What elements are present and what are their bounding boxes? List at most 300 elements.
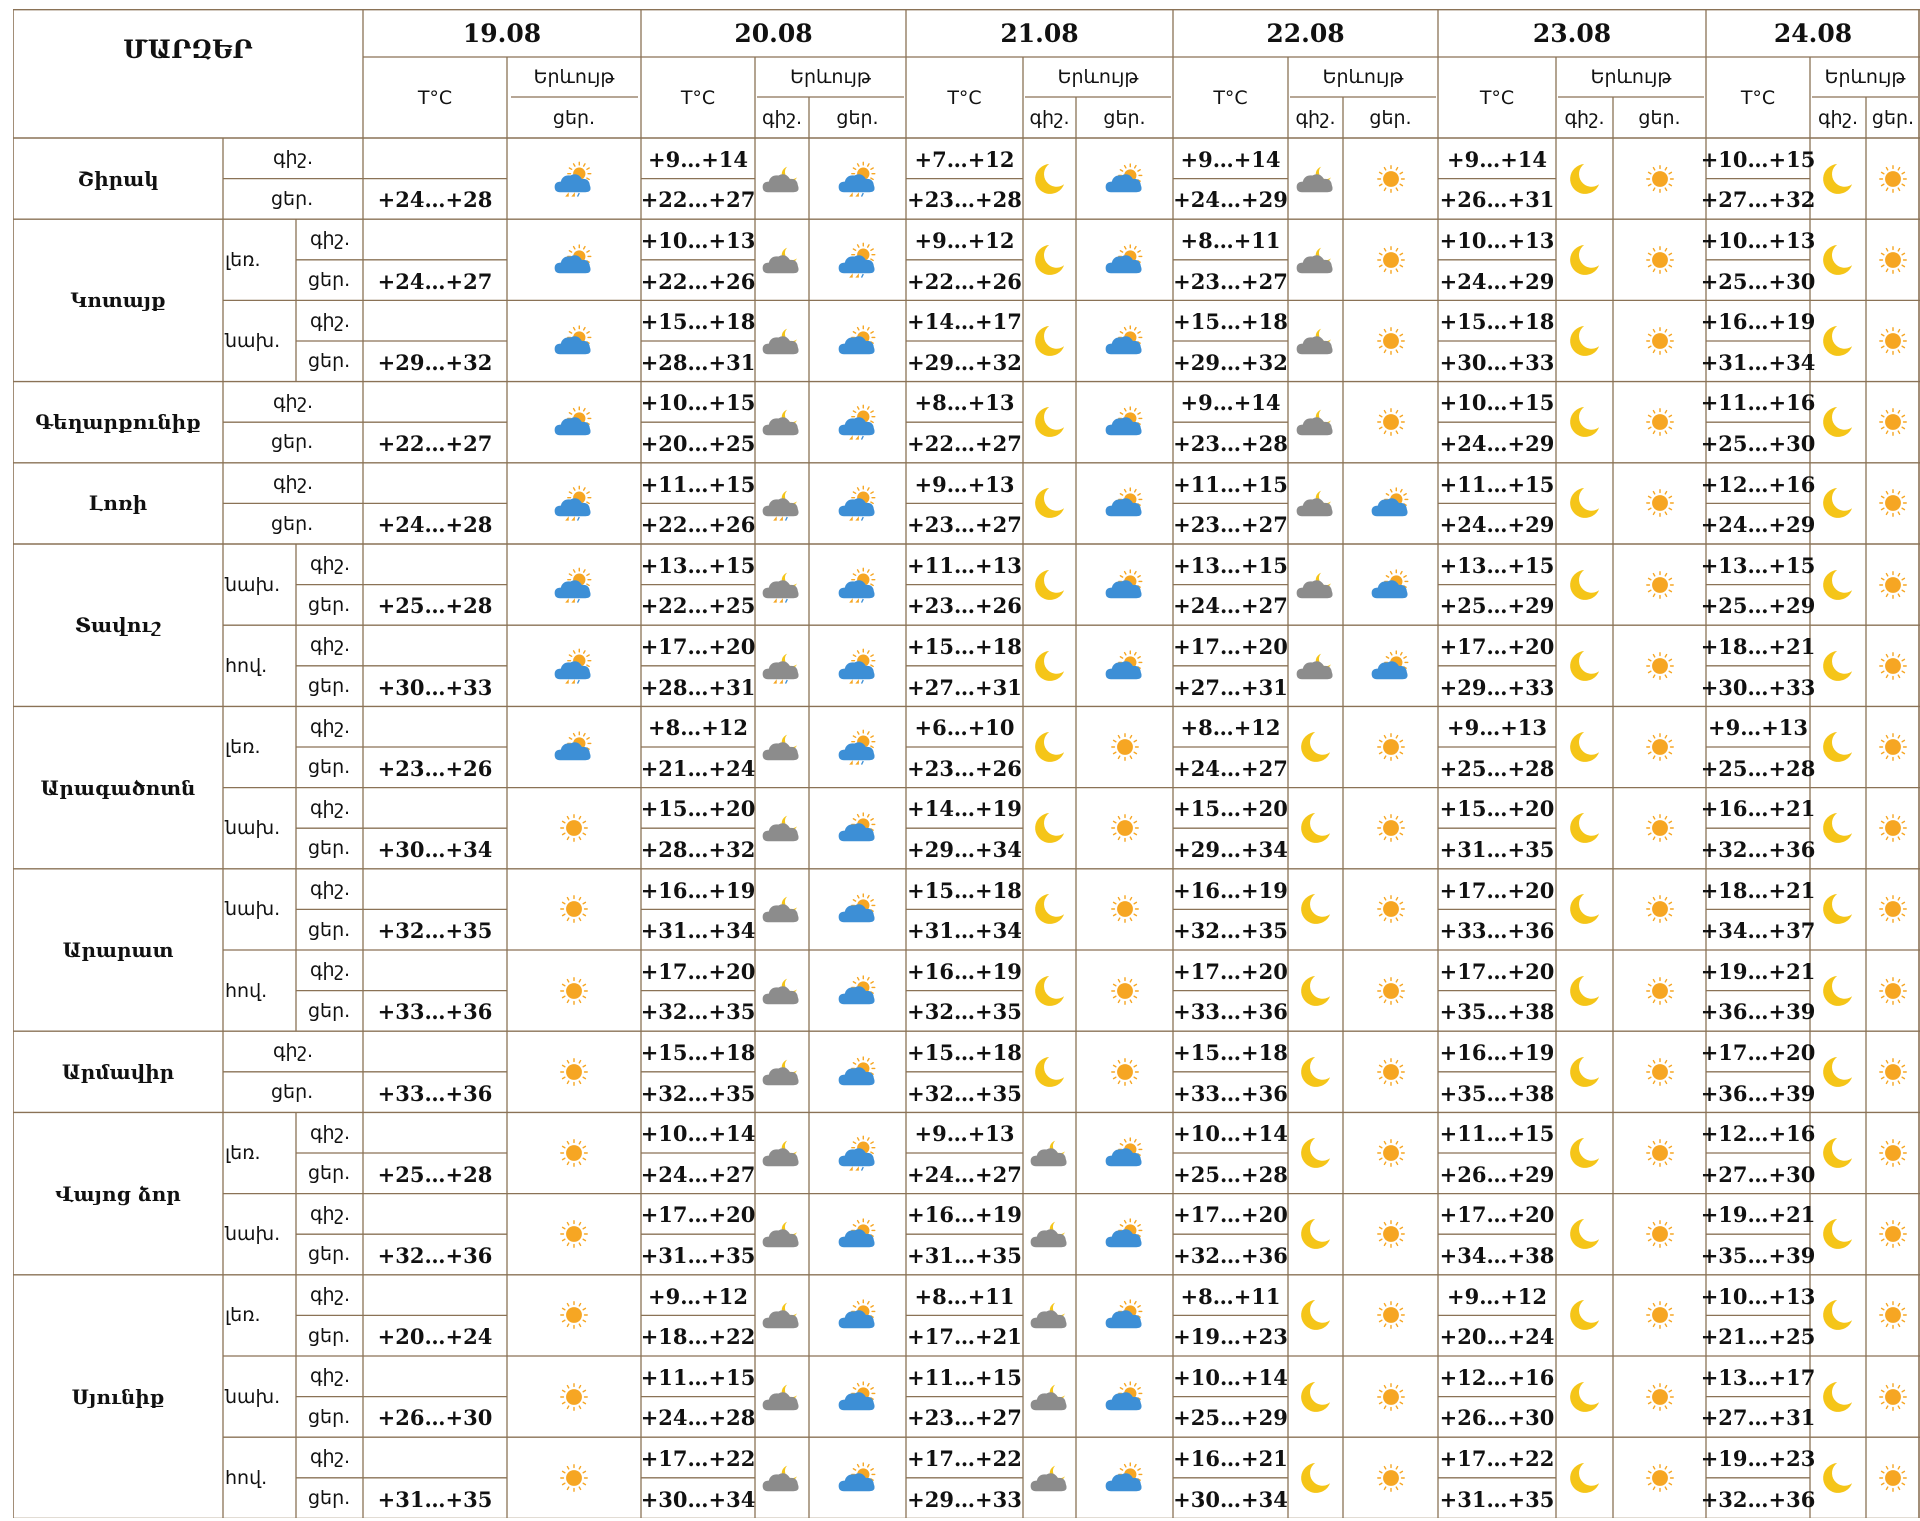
night-label: գիշ. xyxy=(1029,106,1070,129)
sun-icon xyxy=(1871,1054,1915,1095)
sun-cloud-icon xyxy=(552,404,596,445)
temp-day: +23…+27 xyxy=(1173,268,1288,294)
sun-icon xyxy=(1871,810,1915,851)
temp-day: +33…+36 xyxy=(1439,918,1555,944)
temp-day: +32…+35 xyxy=(907,1080,1022,1106)
temp-day: +27…+31 xyxy=(907,674,1022,700)
temp-night: +8…+12 xyxy=(1180,715,1281,741)
sun-icon xyxy=(552,1216,596,1257)
sun-cloud-icon xyxy=(836,1216,880,1257)
temp-day: +35…+39 xyxy=(1700,1242,1816,1268)
temp-night: +15…+20 xyxy=(1173,796,1288,822)
temp-day: +25…+28 xyxy=(377,1161,493,1187)
region-name: Սյունիք xyxy=(71,1384,165,1409)
sun-cloud-icon xyxy=(836,1379,880,1420)
temp-night: +7…+12 xyxy=(914,146,1015,172)
sun-icon xyxy=(1871,404,1915,445)
day-label: ցեր. xyxy=(308,350,351,373)
phenomenon-label: Երևույթ xyxy=(790,66,871,88)
day-label: ցեր. xyxy=(308,1243,351,1266)
sun-icon xyxy=(552,1460,596,1501)
temp-day: +25…+30 xyxy=(1700,268,1816,294)
temp-day: +23…+27 xyxy=(907,512,1022,538)
temp-day: +27…+30 xyxy=(1700,1161,1816,1187)
temp-night: +12…+16 xyxy=(1439,1364,1555,1390)
sun-cloud-icon xyxy=(1103,1460,1147,1501)
moon-icon xyxy=(1563,242,1607,283)
temp-night: +9…+13 xyxy=(914,1121,1015,1147)
temp-night: +9…+12 xyxy=(914,227,1015,253)
temp-night: +16…+19 xyxy=(1173,877,1288,903)
temp-day: +25…+29 xyxy=(1700,593,1816,619)
temp-night: +9…+14 xyxy=(647,146,749,172)
sun-cloud-icon xyxy=(1103,323,1147,364)
moon-icon xyxy=(1563,1135,1607,1176)
temp-night: +12…+16 xyxy=(1700,471,1816,497)
moon-cloud-icon xyxy=(760,973,804,1014)
temp-night: +17…+20 xyxy=(1173,1202,1288,1228)
temp-night: +10…+14 xyxy=(1173,1121,1288,1147)
temp-night: +13…+15 xyxy=(640,552,756,578)
temp-day: +32…+35 xyxy=(640,999,756,1025)
moon-cloud-icon xyxy=(760,1460,804,1501)
sun-icon xyxy=(1369,1135,1413,1176)
day-label: ցեր. xyxy=(271,1081,314,1104)
date-header: 22.08 xyxy=(1266,18,1345,48)
moon-icon xyxy=(1816,648,1860,689)
moon-icon xyxy=(1294,891,1338,932)
temp-day: +28…+31 xyxy=(640,674,756,700)
sun-icon xyxy=(1638,567,1682,608)
moon-cloud-icon xyxy=(1294,242,1338,283)
temp-night: +17…+20 xyxy=(640,1202,756,1228)
temp-label: T°C xyxy=(1740,86,1776,109)
sun-icon xyxy=(1369,161,1413,202)
day-label: ցեր. xyxy=(308,837,351,860)
temp-night: +9…+12 xyxy=(1446,1283,1548,1309)
moon-icon xyxy=(1563,567,1607,608)
temp-night: +17…+20 xyxy=(1173,958,1288,984)
moon-icon xyxy=(1563,323,1607,364)
temp-night: +17…+20 xyxy=(1700,1039,1816,1065)
day-label: ցեր. xyxy=(552,106,596,129)
temp-day: +31…+35 xyxy=(377,1486,493,1512)
temp-night: +15…+18 xyxy=(1173,309,1288,335)
sun-icon xyxy=(1369,1054,1413,1095)
night-label: գիշ. xyxy=(273,472,314,495)
temp-night: +15…+20 xyxy=(1439,796,1555,822)
temp-day: +33…+36 xyxy=(1173,999,1288,1025)
night-label: գիշ. xyxy=(273,1040,314,1063)
region-name: Շիրակ xyxy=(77,166,159,191)
temp-night: +11…+15 xyxy=(1173,471,1288,497)
temp-night: +19…+23 xyxy=(1700,1445,1816,1471)
day-label: ցեր. xyxy=(308,675,351,698)
moon-cloud-icon xyxy=(1028,1135,1072,1176)
temp-night: +19…+21 xyxy=(1700,1202,1816,1228)
moon-icon xyxy=(1294,1297,1338,1338)
temp-day: +31…+34 xyxy=(640,918,756,944)
moon-icon xyxy=(1816,242,1860,283)
moon-icon xyxy=(1028,891,1072,932)
sun-icon xyxy=(1871,1297,1915,1338)
sun-cloud-icon xyxy=(1369,485,1413,526)
sun-cloud-rain-icon xyxy=(836,567,880,608)
temp-night: +11…+15 xyxy=(640,471,756,497)
sun-icon xyxy=(1871,1460,1915,1501)
temp-night: +10…+14 xyxy=(640,1121,756,1147)
regions-title: ՄԱՐԶԵՐ xyxy=(123,35,253,64)
sun-cloud-icon xyxy=(1103,404,1147,445)
temp-day: +22…+27 xyxy=(907,430,1022,456)
temp-night: +15…+18 xyxy=(907,1039,1022,1065)
region-name: Վայոց ձոր xyxy=(55,1181,181,1206)
night-label: գիշ. xyxy=(310,715,351,738)
day-label: ցեր. xyxy=(1871,106,1915,129)
temp-night: +16…+19 xyxy=(907,958,1022,984)
sun-icon xyxy=(1369,729,1413,770)
moon-icon xyxy=(1816,973,1860,1014)
sun-icon xyxy=(1638,1460,1682,1501)
date-header: 24.08 xyxy=(1773,18,1853,48)
sun-cloud-icon xyxy=(552,242,596,283)
temp-day: +19…+23 xyxy=(1173,1324,1288,1350)
phenomenon-label: Երևույթ xyxy=(1590,66,1672,88)
moon-cloud-icon xyxy=(760,1054,804,1095)
sub-area-label: լեռ. xyxy=(225,248,261,271)
sun-icon xyxy=(1871,567,1915,608)
temp-night: +8…+12 xyxy=(647,715,749,741)
temp-day: +24…+29 xyxy=(1439,512,1555,538)
temp-day: +27…+31 xyxy=(1700,1405,1816,1431)
temp-day: +36…+39 xyxy=(1700,1080,1816,1106)
temp-day: +25…+30 xyxy=(1700,430,1816,456)
temp-night: +11…+15 xyxy=(1439,1121,1555,1147)
moon-icon xyxy=(1294,1054,1338,1095)
sun-icon xyxy=(1369,1297,1413,1338)
moon-icon xyxy=(1294,729,1338,770)
moon-icon xyxy=(1028,161,1072,202)
forecast-table xyxy=(13,9,1920,1518)
day-label: ցեր. xyxy=(308,1162,351,1185)
sun-cloud-icon xyxy=(836,973,880,1014)
night-label: գիշ. xyxy=(310,1202,351,1225)
temp-day: +31…+34 xyxy=(907,918,1022,944)
temp-day: +24…+27 xyxy=(907,1161,1022,1187)
temp-day: +31…+35 xyxy=(907,1242,1022,1268)
temp-night: +11…+13 xyxy=(907,552,1022,578)
sun-cloud-rain-icon xyxy=(836,485,880,526)
moon-icon xyxy=(1563,1460,1607,1501)
day-label: ցեր. xyxy=(308,756,351,779)
sun-cloud-icon xyxy=(1103,567,1147,608)
sun-icon xyxy=(1103,729,1147,770)
sun-cloud-icon xyxy=(1103,1379,1147,1420)
temp-night: +13…+15 xyxy=(1439,552,1555,578)
moon-cloud-icon xyxy=(1294,485,1338,526)
temp-day: +29…+33 xyxy=(907,1486,1022,1512)
temp-night: +9…+13 xyxy=(914,471,1015,497)
night-label: գիշ. xyxy=(310,634,351,657)
temp-day: +20…+25 xyxy=(640,430,756,456)
temp-night: +15…+18 xyxy=(1173,1039,1288,1065)
temp-day: +20…+24 xyxy=(1439,1324,1555,1350)
sun-icon xyxy=(1638,1135,1682,1176)
sun-icon xyxy=(1369,1460,1413,1501)
temp-night: +11…+16 xyxy=(1700,390,1816,416)
sun-cloud-rain-icon xyxy=(552,485,596,526)
sun-icon xyxy=(1638,810,1682,851)
temp-day: +30…+34 xyxy=(1173,1486,1288,1512)
night-label: գիշ. xyxy=(1564,106,1605,129)
temp-day: +29…+32 xyxy=(907,349,1022,375)
moon-icon xyxy=(1294,1379,1338,1420)
temp-night: +15…+18 xyxy=(640,309,756,335)
region-name: Արմավիր xyxy=(61,1059,175,1084)
moon-icon xyxy=(1563,161,1607,202)
temp-night: +9…+14 xyxy=(1446,146,1548,172)
moon-icon xyxy=(1563,485,1607,526)
temp-day: +24…+27 xyxy=(377,268,493,294)
temp-day: +28…+31 xyxy=(640,349,756,375)
temp-night: +18…+21 xyxy=(1700,877,1816,903)
moon-icon xyxy=(1563,810,1607,851)
temp-night: +10…+15 xyxy=(640,390,756,416)
temp-day: +31…+34 xyxy=(1700,349,1816,375)
moon-icon xyxy=(1816,485,1860,526)
temp-night: +13…+17 xyxy=(1700,1364,1816,1390)
temp-day: +29…+34 xyxy=(1173,836,1288,862)
moon-icon xyxy=(1028,973,1072,1014)
sun-icon xyxy=(1638,161,1682,202)
temp-day: +31…+35 xyxy=(1439,1486,1555,1512)
moon-cloud-icon xyxy=(760,891,804,932)
night-label: գիշ. xyxy=(310,878,351,901)
moon-cloud-icon xyxy=(1028,1460,1072,1501)
night-label: գիշ. xyxy=(273,390,314,413)
sun-icon xyxy=(1369,1379,1413,1420)
temp-day: +24…+29 xyxy=(1700,512,1816,538)
sun-icon xyxy=(1871,161,1915,202)
date-header: 23.08 xyxy=(1532,18,1612,48)
sun-cloud-icon xyxy=(1103,161,1147,202)
sun-cloud-rain-icon xyxy=(836,729,880,770)
temp-night: +14…+19 xyxy=(907,796,1022,822)
night-label: գիշ. xyxy=(273,147,314,170)
temp-night: +16…+19 xyxy=(1439,1039,1555,1065)
sun-icon xyxy=(1369,810,1413,851)
moon-cloud-icon xyxy=(760,161,804,202)
night-label: գիշ. xyxy=(310,959,351,982)
sun-cloud-rain-icon xyxy=(836,404,880,445)
moon-icon xyxy=(1028,404,1072,445)
temp-night: +13…+15 xyxy=(1700,552,1816,578)
temp-day: +24…+27 xyxy=(1173,755,1288,781)
temp-day: +30…+34 xyxy=(640,1486,756,1512)
temp-day: +33…+36 xyxy=(377,1080,493,1106)
night-label: գիշ. xyxy=(310,1121,351,1144)
sun-cloud-icon xyxy=(1103,1135,1147,1176)
sun-cloud-rain-icon xyxy=(836,1135,880,1176)
sun-icon xyxy=(1638,404,1682,445)
temp-day: +24…+28 xyxy=(377,512,493,538)
temp-day: +22…+26 xyxy=(640,268,756,294)
day-label: ցեր. xyxy=(836,106,879,129)
moon-icon xyxy=(1028,729,1072,770)
temp-day: +26…+31 xyxy=(1439,187,1555,213)
sun-icon xyxy=(1638,648,1682,689)
temp-day: +24…+27 xyxy=(640,1161,756,1187)
temp-day: +21…+25 xyxy=(1700,1324,1816,1350)
temp-day: +22…+27 xyxy=(640,187,756,213)
temp-day: +29…+32 xyxy=(377,349,493,375)
sun-icon xyxy=(1638,891,1682,932)
moon-icon xyxy=(1816,810,1860,851)
phenomenon-label: Երևույթ xyxy=(1824,66,1906,88)
moon-cloud-icon xyxy=(760,729,804,770)
day-label: ցեր. xyxy=(308,999,351,1022)
sub-area-label: լեռ. xyxy=(225,1304,261,1327)
sub-area-label: հով. xyxy=(225,654,268,677)
moon-icon xyxy=(1816,1379,1860,1420)
moon-cloud-icon xyxy=(1294,404,1338,445)
sun-cloud-icon xyxy=(836,891,880,932)
temp-day: +26…+30 xyxy=(377,1405,493,1431)
temp-day: +24…+27 xyxy=(1173,593,1288,619)
sun-cloud-rain-icon xyxy=(552,161,596,202)
moon-cloud-icon xyxy=(1294,567,1338,608)
temp-label: T°C xyxy=(947,86,982,109)
moon-cloud-icon xyxy=(760,242,804,283)
sun-icon xyxy=(1871,1135,1915,1176)
moon-icon xyxy=(1028,485,1072,526)
night-label: գիշ. xyxy=(310,1365,351,1388)
moon-cloud-rain-icon xyxy=(760,485,804,526)
temp-day: +23…+28 xyxy=(907,187,1022,213)
region-name: Գեղարքունիք xyxy=(35,410,201,435)
moon-icon xyxy=(1816,1054,1860,1095)
temp-night: +17…+22 xyxy=(907,1445,1022,1471)
temp-night: +17…+20 xyxy=(640,958,756,984)
sun-cloud-icon xyxy=(1103,485,1147,526)
night-label: գիշ. xyxy=(310,1284,351,1307)
sun-icon xyxy=(552,891,596,932)
moon-icon xyxy=(1816,1297,1860,1338)
sun-icon xyxy=(1103,891,1147,932)
temp-night: +10…+15 xyxy=(1439,390,1555,416)
sun-cloud-icon xyxy=(836,1297,880,1338)
temp-day: +23…+26 xyxy=(907,755,1022,781)
temp-label: T°C xyxy=(680,86,716,109)
temp-day: +22…+26 xyxy=(640,512,756,538)
moon-icon xyxy=(1563,891,1607,932)
temp-day: +36…+39 xyxy=(1700,999,1816,1025)
sun-icon xyxy=(1103,973,1147,1014)
phenomenon-label: Երևույթ xyxy=(1057,66,1139,88)
temp-day: +17…+21 xyxy=(907,1324,1022,1350)
temp-night: +10…+13 xyxy=(1439,227,1555,253)
temp-day: +21…+24 xyxy=(640,755,756,781)
sun-icon xyxy=(1369,1216,1413,1257)
sun-cloud-rain-icon xyxy=(836,242,880,283)
sun-cloud-icon xyxy=(836,1054,880,1095)
temp-night: +9…+12 xyxy=(647,1283,749,1309)
temp-day: +34…+37 xyxy=(1700,918,1816,944)
temp-night: +10…+14 xyxy=(1173,1364,1288,1390)
temp-night: +13…+15 xyxy=(1173,552,1288,578)
sun-icon xyxy=(1638,1216,1682,1257)
night-label: գիշ. xyxy=(1817,106,1859,129)
temp-night: +17…+22 xyxy=(640,1445,756,1471)
sun-icon xyxy=(1369,242,1413,283)
temp-label: T°C xyxy=(1213,86,1248,109)
moon-icon xyxy=(1028,323,1072,364)
moon-icon xyxy=(1816,1216,1860,1257)
temp-night: +8…+11 xyxy=(1180,227,1281,253)
day-label: ցեր. xyxy=(271,512,314,535)
day-label: ցեր. xyxy=(308,918,351,941)
sun-icon xyxy=(552,973,596,1014)
sun-cloud-icon xyxy=(1103,1216,1147,1257)
moon-cloud-icon xyxy=(1294,648,1338,689)
temp-day: +20…+24 xyxy=(377,1324,493,1350)
temp-day: +23…+26 xyxy=(377,755,493,781)
sun-icon xyxy=(1369,891,1413,932)
night-label: գիշ. xyxy=(310,228,351,251)
sub-area-label: հով. xyxy=(225,979,268,1002)
temp-night: +12…+16 xyxy=(1700,1121,1816,1147)
moon-icon xyxy=(1028,810,1072,851)
region-name: Կոտայք xyxy=(70,288,166,313)
region-name: Լոռի xyxy=(88,491,148,516)
region-name: Արագածոտն xyxy=(40,775,196,800)
temp-night: +11…+15 xyxy=(1439,471,1555,497)
sub-area-label: նախ. xyxy=(225,573,281,596)
temp-day: +23…+26 xyxy=(907,593,1022,619)
temp-night: +17…+20 xyxy=(1439,633,1555,659)
sun-icon xyxy=(1871,1379,1915,1420)
temp-night: +17…+20 xyxy=(1173,633,1288,659)
temp-day: +32…+35 xyxy=(640,1080,756,1106)
temp-night: +15…+18 xyxy=(907,877,1022,903)
moon-cloud-icon xyxy=(760,810,804,851)
sub-area-label: հով. xyxy=(225,1466,268,1489)
sun-cloud-rain-icon xyxy=(552,567,596,608)
moon-cloud-icon xyxy=(1028,1379,1072,1420)
sub-area-label: նախ. xyxy=(225,817,281,840)
sun-icon xyxy=(1871,1216,1915,1257)
moon-icon xyxy=(1028,242,1072,283)
temp-day: +22…+25 xyxy=(640,593,756,619)
moon-icon xyxy=(1028,567,1072,608)
sub-area-label: նախ. xyxy=(225,898,281,921)
temp-night: +17…+22 xyxy=(1439,1445,1555,1471)
sun-icon xyxy=(1369,323,1413,364)
temp-night: +9…+14 xyxy=(1180,146,1281,172)
temp-night: +16…+21 xyxy=(1700,796,1816,822)
temp-day: +23…+27 xyxy=(1173,512,1288,538)
day-label: ցեր. xyxy=(308,1487,351,1510)
temp-night: +15…+18 xyxy=(640,1039,756,1065)
night-label: գիշ. xyxy=(761,106,803,129)
temp-day: +32…+36 xyxy=(377,1242,493,1268)
moon-icon xyxy=(1563,1054,1607,1095)
temp-day: +23…+28 xyxy=(1173,430,1288,456)
temp-night: +9…+14 xyxy=(1180,390,1281,416)
moon-icon xyxy=(1294,973,1338,1014)
sun-cloud-icon xyxy=(552,729,596,770)
sun-icon xyxy=(1369,973,1413,1014)
